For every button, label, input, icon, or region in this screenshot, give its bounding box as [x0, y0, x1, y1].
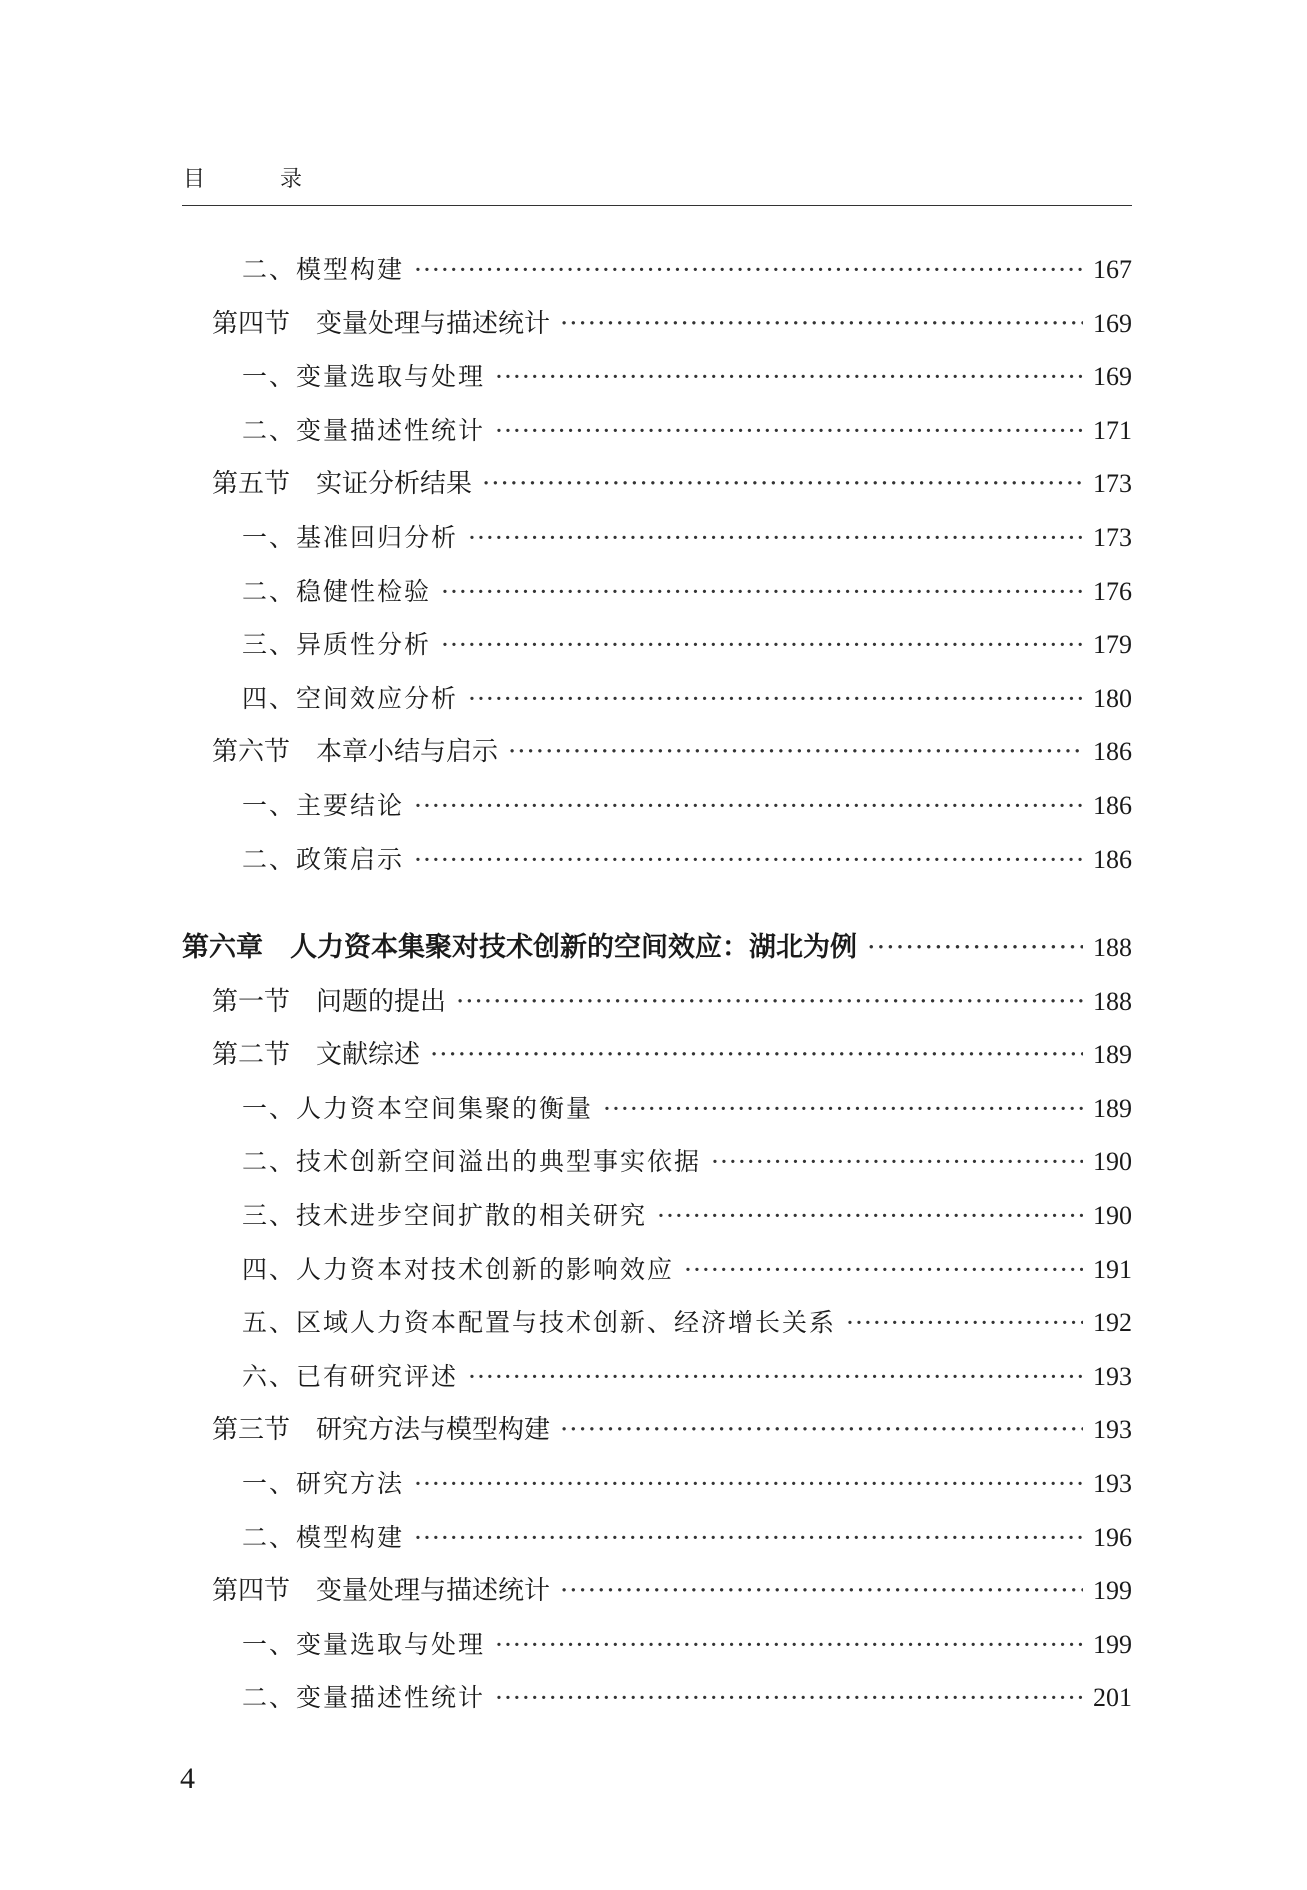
toc-entry-sub[interactable] [242, 1196, 1132, 1236]
toc-entry-sub[interactable] [242, 1518, 1132, 1558]
toc-entry-title: 一、基准回归分析 [242, 523, 459, 552]
toc-entry-page: 193 [1093, 1415, 1132, 1444]
toc-entry-page: 188 [1093, 933, 1132, 962]
toc-entry-title: 一、研究方法 [242, 1469, 405, 1498]
toc-entry-title: 一、主要结论 [242, 791, 405, 820]
toc-entry-page: 193 [1093, 1469, 1132, 1498]
running-head: 目 录 [183, 167, 336, 192]
header-rule [182, 205, 1132, 206]
toc-entry-sub[interactable] [242, 1089, 1132, 1129]
toc-entry-page: 193 [1093, 1362, 1132, 1391]
dot-leader [657, 1196, 1083, 1236]
toc-entry-page: 179 [1093, 630, 1132, 659]
toc-entry-section[interactable] [212, 1410, 1132, 1450]
toc-entry-sub[interactable] [242, 1464, 1132, 1504]
toc-entry-title: 第五节 实证分析结果 [212, 469, 473, 499]
toc-entry-sub[interactable] [242, 518, 1132, 558]
toc-entry-title: 二、模型构建 [242, 255, 405, 284]
toc-entry-title: 二、变量描述性统计 [242, 416, 486, 445]
toc-entry-title: 六、已有研究评述 [242, 1362, 459, 1391]
toc-entry-sub[interactable] [242, 840, 1132, 880]
page-number: 4 [180, 1762, 195, 1795]
toc-entry-page: 188 [1093, 987, 1132, 1016]
dot-leader [495, 357, 1083, 397]
dot-leader [414, 786, 1083, 826]
toc-entry-page: 192 [1093, 1308, 1132, 1337]
toc-entry-section[interactable] [212, 304, 1132, 344]
dot-leader [482, 464, 1083, 504]
toc-entry-page: 190 [1093, 1201, 1132, 1230]
dot-leader [414, 1464, 1083, 1504]
dot-leader [414, 250, 1083, 290]
toc-entry-page: 169 [1093, 309, 1132, 338]
dot-leader [846, 1303, 1083, 1343]
toc-entry-page: 189 [1093, 1094, 1132, 1123]
dot-leader [495, 411, 1083, 451]
toc-entry-sub[interactable] [242, 625, 1132, 665]
toc-entry-page: 171 [1093, 416, 1132, 445]
toc-entry-sub[interactable] [242, 1625, 1132, 1665]
dot-leader [468, 679, 1083, 719]
toc-entry-page: 169 [1093, 362, 1132, 391]
dot-leader [456, 982, 1083, 1022]
toc-entry-page: 167 [1093, 255, 1132, 284]
toc-entry-title: 一、变量选取与处理 [242, 1630, 486, 1659]
toc-entry-sub[interactable] [242, 572, 1132, 612]
toc-entry-chapter[interactable] [182, 928, 1132, 968]
toc-entry-title: 二、政策启示 [242, 845, 405, 874]
dot-leader [414, 840, 1083, 880]
dot-leader [711, 1142, 1083, 1182]
toc-entry-title: 三、异质性分析 [242, 630, 432, 659]
toc-entry-title: 四、空间效应分析 [242, 684, 459, 713]
toc-entry-title: 第四节 变量处理与描述统计 [212, 309, 551, 339]
toc-entry-title: 二、模型构建 [242, 1523, 405, 1552]
toc-entry-sub[interactable] [242, 1678, 1132, 1718]
toc-entry-section[interactable] [212, 732, 1132, 772]
toc-entry-title: 第三节 研究方法与模型构建 [212, 1415, 551, 1445]
toc-entry-title: 第四节 变量处理与描述统计 [212, 1576, 551, 1606]
toc-entry-sub[interactable] [242, 1357, 1132, 1397]
toc-entry-title: 三、技术进步空间扩散的相关研究 [242, 1201, 648, 1230]
dot-leader [560, 1410, 1083, 1450]
toc-entry-sub[interactable] [242, 786, 1132, 826]
toc-entry-title: 二、稳健性检验 [242, 577, 432, 606]
toc-entry-page: 191 [1093, 1255, 1132, 1284]
dot-leader [495, 1625, 1083, 1665]
toc-entry-sub[interactable] [242, 411, 1132, 451]
dot-leader [441, 625, 1083, 665]
toc-entry-page: 186 [1093, 845, 1132, 874]
dot-leader [495, 1678, 1083, 1718]
toc-entry-title: 第六章 人力资本集聚对技术创新的空间效应：湖北为例 [182, 932, 857, 963]
dot-leader [508, 732, 1083, 772]
toc-entry-page: 186 [1093, 791, 1132, 820]
dot-leader [414, 1518, 1083, 1558]
toc-entry-title: 第一节 问题的提出 [212, 987, 447, 1017]
toc-entry-title: 二、变量描述性统计 [242, 1683, 486, 1712]
dot-leader [867, 928, 1083, 968]
toc-entry-page: 173 [1093, 523, 1132, 552]
dot-leader [560, 1571, 1083, 1611]
toc-entry-title: 第二节 文献综述 [212, 1040, 421, 1070]
toc-entry-page: 180 [1093, 684, 1132, 713]
toc-entry-title: 二、技术创新空间溢出的典型事实依据 [242, 1147, 702, 1176]
toc-entry-page: 196 [1093, 1523, 1132, 1552]
toc-entry-page: 199 [1093, 1630, 1132, 1659]
toc-entry-title: 一、人力资本空间集聚的衡量 [242, 1094, 594, 1123]
dot-leader [603, 1089, 1083, 1129]
toc-entry-page: 190 [1093, 1147, 1132, 1176]
toc-entry-title: 一、变量选取与处理 [242, 362, 486, 391]
toc-entry-page: 199 [1093, 1576, 1132, 1605]
dot-leader [468, 1357, 1083, 1397]
toc-entry-sub[interactable] [242, 1303, 1132, 1343]
dot-leader [560, 304, 1083, 344]
dot-leader [430, 1035, 1083, 1075]
toc-entry-page: 186 [1093, 737, 1132, 766]
toc-entry-sub[interactable] [242, 1250, 1132, 1290]
dot-leader [468, 518, 1083, 558]
toc-entry-section[interactable] [212, 1035, 1132, 1075]
toc-entry-section[interactable] [212, 1571, 1132, 1611]
toc-entry-page: 173 [1093, 469, 1132, 498]
toc-entry-title: 五、区域人力资本配置与技术创新、经济增长关系 [242, 1308, 837, 1337]
dot-leader [441, 572, 1083, 612]
toc-entry-sub[interactable] [242, 250, 1132, 290]
toc-entry-sub[interactable] [242, 357, 1132, 397]
toc-entry-page: 176 [1093, 577, 1132, 606]
toc-entry-page: 201 [1093, 1683, 1132, 1712]
toc-entry-section[interactable] [212, 982, 1132, 1022]
toc-entry-section[interactable] [212, 464, 1132, 504]
toc-entry-title: 四、人力资本对技术创新的影响效应 [242, 1255, 675, 1284]
toc-entry-sub[interactable] [242, 679, 1132, 719]
toc-entry-title: 第六节 本章小结与启示 [212, 737, 499, 767]
toc-entry-sub[interactable] [242, 1142, 1132, 1182]
dot-leader [684, 1250, 1083, 1290]
toc-entry-page: 189 [1093, 1040, 1132, 1069]
